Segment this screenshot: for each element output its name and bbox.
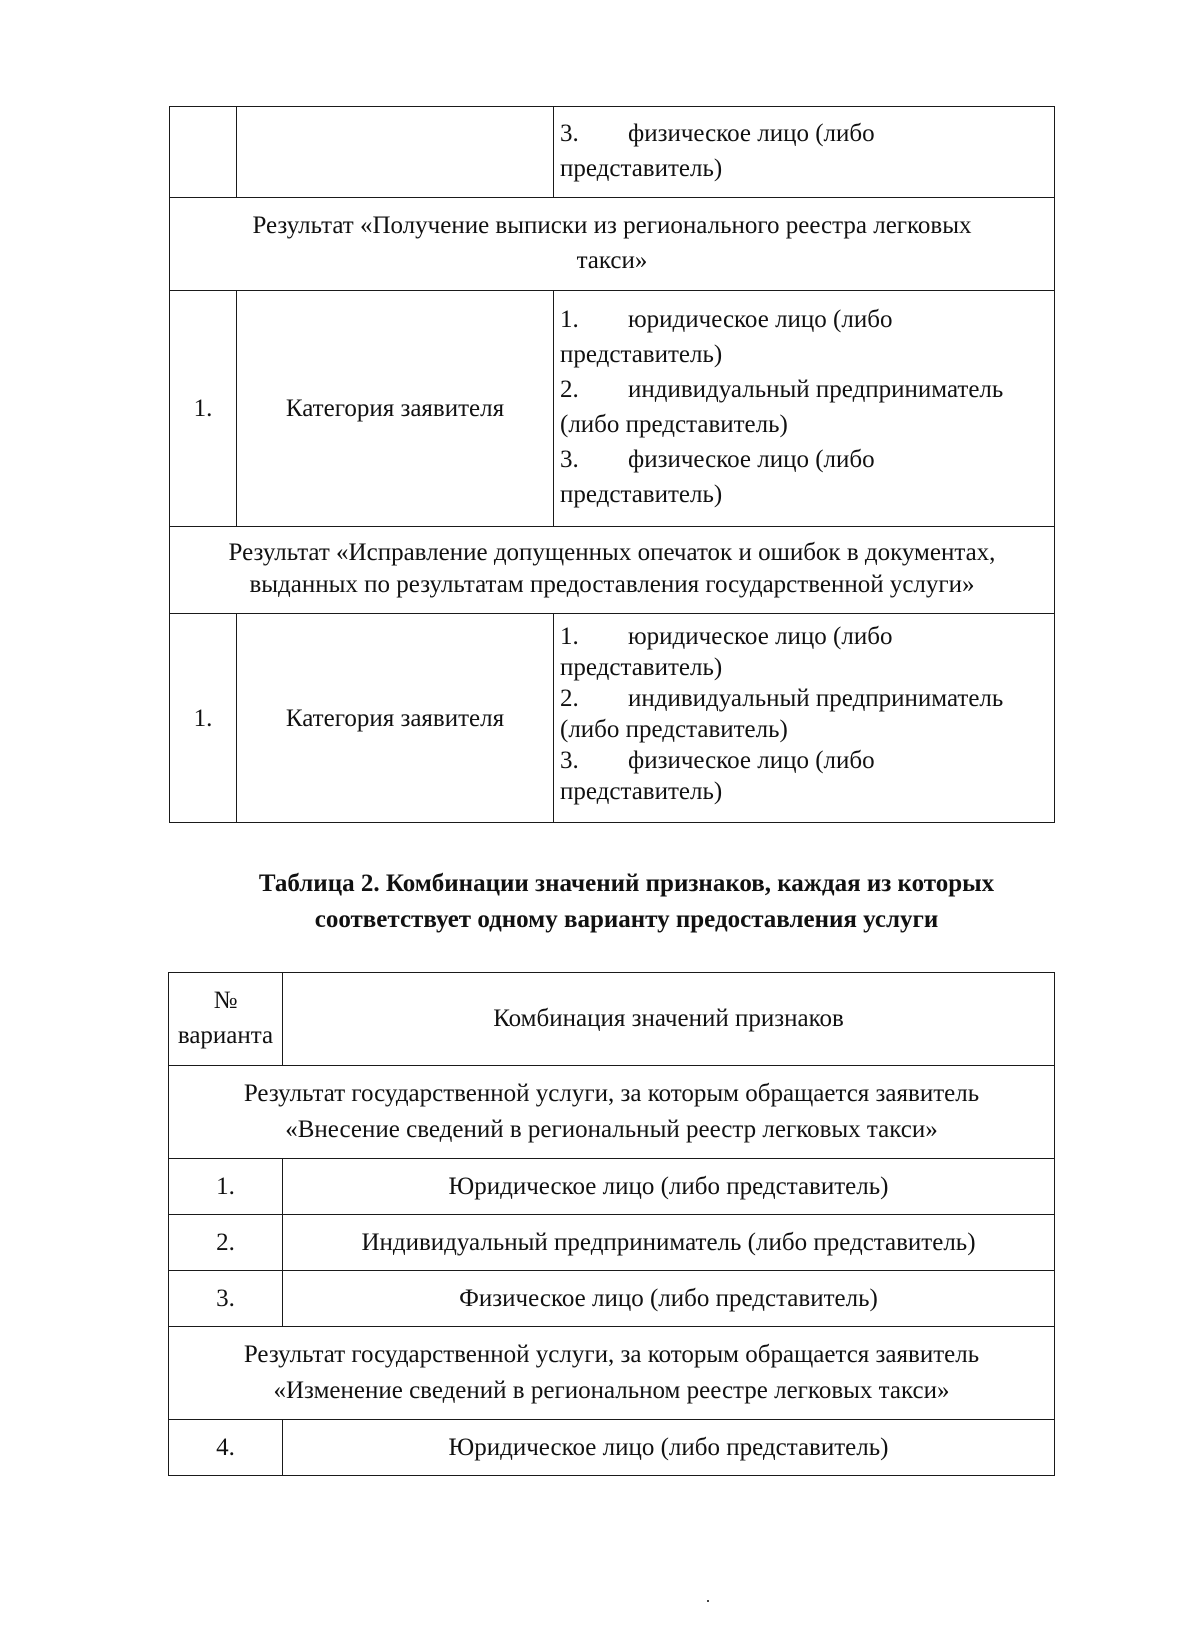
caption-line: соответствует одному варианту предоставления услуги xyxy=(314,906,939,933)
item-number: 2. xyxy=(560,376,579,403)
variant-number-cell: 3. xyxy=(169,1271,283,1327)
row-number-cell: 1. xyxy=(170,291,237,527)
scan-speck xyxy=(707,1600,709,1602)
variant-number-cell: 2. xyxy=(169,1215,283,1271)
item-text-continuation: (либо представитель) xyxy=(560,716,788,743)
list-item xyxy=(560,372,1048,442)
table-variant-combinations xyxy=(168,972,1055,1476)
section-header-row xyxy=(169,1327,1055,1420)
table-row xyxy=(169,1215,1055,1271)
item-number: 2. xyxy=(560,685,579,712)
section-title-get-extract xyxy=(170,198,1055,291)
table-row xyxy=(170,291,1055,527)
section-title-line: выданных по результатам предоставления государственной услуги» xyxy=(249,571,975,598)
row-number-cell: 1. xyxy=(170,614,237,823)
variant-combination-cell: Физическое лицо (либо представитель) xyxy=(283,1271,1055,1327)
item-text: физическое лицо (либо xyxy=(628,120,875,147)
list-item xyxy=(560,442,1048,512)
table-row xyxy=(170,614,1055,823)
header-number-label: варианта xyxy=(177,1022,274,1049)
item-text-continuation: представитель) xyxy=(560,778,723,805)
list-item xyxy=(560,302,1048,372)
values-cell xyxy=(554,107,1055,198)
section-title-line: такси» xyxy=(576,247,648,274)
row-number-cell xyxy=(170,107,237,198)
category-cell: Категория заявителя xyxy=(237,291,554,527)
item-number: 3. xyxy=(560,747,579,774)
item-text: физическое лицо (либо xyxy=(628,747,875,774)
table-row xyxy=(169,1271,1055,1327)
list-item xyxy=(560,621,1048,683)
values-cell xyxy=(554,291,1055,527)
section-title-line: Результат «Получение выписки из регионального реестра легковых xyxy=(252,212,972,239)
table-row xyxy=(170,107,1055,198)
variant-number-cell: 1. xyxy=(169,1159,283,1215)
variant-combination-cell: Юридическое лицо (либо представитель) xyxy=(283,1420,1055,1476)
item-text: индивидуальный предприниматель xyxy=(628,376,1004,403)
item-number: 1. xyxy=(560,306,579,333)
item-text: индивидуальный предприниматель xyxy=(628,685,1004,712)
header-variant-number xyxy=(169,973,283,1066)
variant-combination-cell: Юридическое лицо (либо представитель) xyxy=(283,1159,1055,1215)
item-text: юридическое лицо (либо xyxy=(628,623,893,650)
table-row xyxy=(169,1420,1055,1476)
list-item xyxy=(560,745,1048,807)
item-text-continuation: представитель) xyxy=(560,155,723,182)
header-number-sign: № xyxy=(213,987,238,1014)
table-2-caption xyxy=(169,866,1054,938)
item-number: 1. xyxy=(560,623,579,650)
list-item xyxy=(560,683,1048,745)
item-text-continuation: представитель) xyxy=(560,341,723,368)
section-header-row xyxy=(170,527,1055,614)
category-cell: Категория заявителя xyxy=(237,614,554,823)
section-title-fix-errors xyxy=(170,527,1055,614)
item-text: физическое лицо (либо xyxy=(628,446,875,473)
item-text-continuation: представитель) xyxy=(560,654,723,681)
section-title-change xyxy=(169,1327,1055,1420)
section-title-line: Результат государственной услуги, за которым обращается заявитель xyxy=(243,1340,980,1368)
table-row xyxy=(169,1159,1055,1215)
section-title-line: Результат государственной услуги, за которым обращается заявитель xyxy=(243,1079,980,1107)
table-header-row xyxy=(169,973,1055,1066)
section-title-add xyxy=(169,1066,1055,1159)
values-cell xyxy=(554,614,1055,823)
table-applicant-categories xyxy=(169,106,1055,823)
item-number: 3. xyxy=(560,446,579,473)
variant-number-cell: 4. xyxy=(169,1420,283,1476)
section-title-line: Результат «Исправление допущенных опечаток и ошибок в документах, xyxy=(228,539,996,566)
section-header-row xyxy=(169,1066,1055,1159)
item-text-continuation: представитель) xyxy=(560,481,723,508)
section-header-row xyxy=(170,198,1055,291)
variant-combination-cell: Индивидуальный предприниматель (либо представитель) xyxy=(283,1215,1055,1271)
caption-line: Таблица 2. Комбинации значений признаков, каждая из которых xyxy=(258,870,995,897)
item-text-continuation: (либо представитель) xyxy=(560,411,788,438)
item-number: 3. xyxy=(560,120,579,147)
item-text: юридическое лицо (либо xyxy=(628,306,893,333)
section-title-line: «Внесение сведений в региональный реестр легковых такси» xyxy=(285,1115,938,1143)
header-combination: Комбинация значений признаков xyxy=(283,973,1055,1066)
section-title-line: «Изменение сведений в региональном реестре легковых такси» xyxy=(273,1376,950,1404)
category-cell xyxy=(237,107,554,198)
list-item xyxy=(560,116,1048,186)
